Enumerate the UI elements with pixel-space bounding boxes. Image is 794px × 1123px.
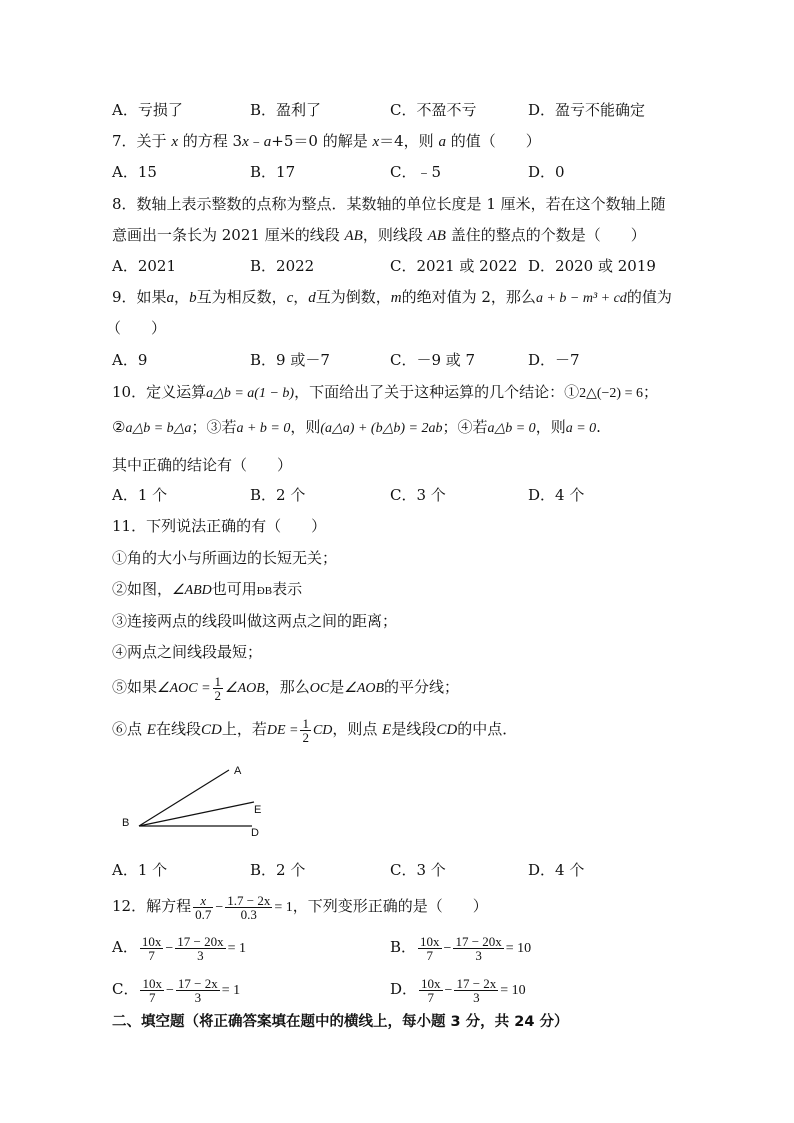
q7-stem: 7．关于 x 的方程 3x﹣a+5＝0 的解是 x＝4，则 a 的值（ ） bbox=[112, 132, 541, 150]
q12-options-cd bbox=[112, 972, 712, 1006]
q10-stem-line3: 其中正确的结论有（ ） bbox=[112, 456, 293, 474]
q10-option-a[interactable]: A．1 个 bbox=[112, 486, 168, 504]
q9-option-b[interactable]: B．9 或－7 bbox=[250, 351, 330, 369]
label-d: D bbox=[251, 827, 259, 839]
q7-option-c[interactable]: C．﹣5 bbox=[390, 163, 442, 181]
q7-option-a[interactable]: A．15 bbox=[112, 163, 157, 181]
q11-statement-4: ④两点之间线段最短； bbox=[112, 643, 263, 661]
q9-options bbox=[112, 350, 712, 370]
q8-option-a[interactable]: A．2021 bbox=[112, 257, 177, 275]
q6-option-b[interactable]: B．盈利了 bbox=[250, 101, 322, 119]
q11-option-a[interactable]: A．1 个 bbox=[112, 861, 168, 879]
q6-options bbox=[112, 100, 712, 120]
q7-option-b[interactable]: B．17 bbox=[250, 163, 296, 181]
q8-option-d[interactable]: D．2020 或 2019 bbox=[528, 257, 656, 275]
q11-statement-1: ①角的大小与所画边的长短无关； bbox=[112, 549, 338, 567]
q11-statement-6: ⑥点 E在线段CD上，若DE = $\frac{1}{2}$ CD，则点 E是线段CD的中点． bbox=[112, 715, 518, 745]
q9-option-a[interactable]: A．9 bbox=[112, 351, 148, 369]
q10-options bbox=[112, 485, 712, 505]
section-2-heading: 二、填空题（将正确答案填在题中的横线上，每小题 3 分，共 24 分） bbox=[112, 1014, 569, 1030]
q8-option-b[interactable]: B．2022 bbox=[250, 257, 315, 275]
label-b: B bbox=[122, 817, 130, 829]
q6-option-a[interactable]: A．亏损了 bbox=[112, 101, 183, 119]
q12-stem: 12．解方程 $\frac{x}{0.7}$ − $\frac{1.7 - 2x}{0.3}$ = 1，下列变形正确的是（ ） bbox=[112, 892, 488, 922]
q12-option-a[interactable]: A． $\frac{10x}{7}$ − $\frac{17 - 20x}{3}$ = 1 bbox=[112, 933, 246, 963]
q11-statement-5: ⑤如果∠AOC = $\frac{1}{2}$ ∠AOB，那么OC是∠AOB的平分线； bbox=[112, 673, 460, 703]
label-a: A bbox=[234, 765, 242, 777]
q10-option-d[interactable]: D．4 个 bbox=[528, 486, 585, 504]
q7-options bbox=[112, 162, 712, 182]
ray-be bbox=[139, 802, 254, 826]
q12-options-ab bbox=[112, 930, 712, 964]
q10-stem-line1: 10．定义运算a△b = a(1 − b)，下面给出了关于这种运算的几个结论：①2△(−2) = 6； bbox=[112, 383, 659, 401]
q7-option-d[interactable]: D．0 bbox=[528, 163, 565, 181]
label-e: E bbox=[254, 804, 262, 816]
q10-stem-line2: ②a△b = b△a；③若a + b = 0，则(a△a) + (b△b) = 2ab；④若a△b = 0，则a = 0. bbox=[112, 418, 601, 436]
q8-stem-line2: 意画出一条长为 2021 厘米的线段 AB，则线段 AB 盖住的整点的个数是（ ） bbox=[112, 226, 646, 244]
q11-statement-2: ②如图，∠ABD也可用ÐB表示 bbox=[112, 580, 303, 598]
q9-stem-line2: （ ） bbox=[106, 319, 167, 337]
q11-stem: 11．下列说法正确的有（ ） bbox=[112, 517, 327, 535]
q12-option-b[interactable]: B． $\frac{10x}{7}$ − $\frac{17 - 20x}{3}$ = 10 bbox=[390, 933, 532, 963]
q11-options bbox=[112, 860, 712, 880]
q11-option-b[interactable]: B．2 个 bbox=[250, 861, 306, 879]
q9-expression: a + b − m³ + cd bbox=[535, 291, 627, 306]
q9-option-c[interactable]: C．－9 或 7 bbox=[390, 351, 476, 369]
q11-option-c[interactable]: C．3 个 bbox=[390, 861, 446, 879]
q10-option-c[interactable]: C．3 个 bbox=[390, 486, 446, 504]
q11-option-d[interactable]: D．4 个 bbox=[528, 861, 585, 879]
angle-figure bbox=[112, 758, 292, 842]
q9-option-d[interactable]: D．－7 bbox=[528, 351, 580, 369]
q8-stem-line1: 8．数轴上表示整数的点称为整点．某数轴的单位长度是 1 厘米，若在这个数轴上随 bbox=[112, 195, 666, 213]
q8-option-c[interactable]: C．2021 或 2022 bbox=[390, 257, 518, 275]
q8-options bbox=[112, 256, 712, 276]
q6-option-d[interactable]: D．盈亏不能确定 bbox=[528, 101, 646, 119]
ray-ba bbox=[139, 770, 229, 826]
q12-option-d[interactable]: D． $\frac{10x}{7}$ − $\frac{17 - 2x}{3}$ = 10 bbox=[390, 975, 526, 1005]
q10-option-b[interactable]: B．2 个 bbox=[250, 486, 306, 504]
q12-option-c[interactable]: C． $\frac{10x}{7}$ − $\frac{17 - 2x}{3}$ = 1 bbox=[112, 975, 241, 1005]
q9-stem-line1: 9．如果a，b互为相反数，c，d互为倒数，m的绝对值为 2，那么a + b − m³ + cd的值为 bbox=[112, 288, 672, 306]
q6-option-c[interactable]: C．不盈不亏 bbox=[390, 101, 477, 119]
q11-statement-3: ③连接两点的线段叫做这两点之间的距离； bbox=[112, 612, 398, 630]
